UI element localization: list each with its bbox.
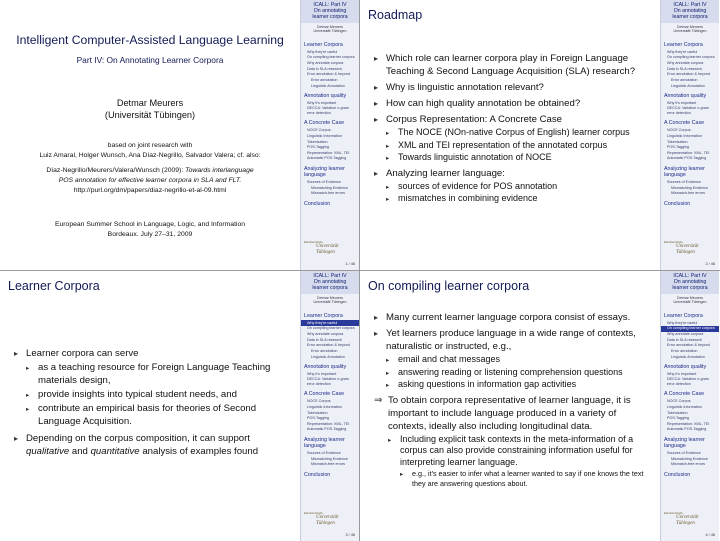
sidebar-author [661,23,719,38]
sidebar-subsection-link[interactable]: On compiling learner corpora [661,326,719,332]
sub-list-item: ▸ Including explicit task contexts in the meta-information of a corpus can also provide constraining information useful for interpreting learner language. ▸ e.g., it's easier to infer what a learner wanted to say if one knows the text they are answering questions about. [388,434,654,490]
slide-main [360,0,660,270]
sidebar-title [301,0,359,23]
sidebar-subsection-link[interactable]: Mismatching Evidence [671,185,708,190]
sidebar-section-link[interactable]: Conclusion [304,471,331,478]
sidebar-author-line: Universität Tübingen [313,29,347,34]
sidebar-subsection-link[interactable]: Linguistic Annotation [671,83,705,88]
sidebar-title [301,271,359,294]
logo-main-line: Universität [676,244,699,250]
slide-roadmap[interactable] [360,0,719,270]
sidebar-subsection-link[interactable]: Mismatch-free errors [671,462,706,467]
list-item: ▸ Depending on the corpus composition, it can support qualitative and quantitative analysis of examples found [14,432,290,458]
sidebar-subsection-link[interactable]: Sources of Evidence [667,451,701,456]
sidebar-author [661,294,719,309]
university-logo [304,241,356,257]
citation-title-part: Towards interlanguage [185,167,254,174]
slide-main [360,271,660,541]
citation-line-1 [4,167,296,174]
sidebar-subsection-link[interactable]: Error annotation & beyond [667,343,711,348]
sidebar-title-line: On annotating [313,8,347,15]
list-item: ▸ Many current learner language corpora consist of essays. [374,311,654,324]
sidebar-author-line: Universität Tübingen [673,29,707,34]
nav-sidebar [300,0,359,270]
sidebar-subsection-link[interactable]: Sources of Evidence [307,451,341,456]
sub-list-item: ▸ contribute an empirical basis for theories of Second Language Acquisition. [26,402,290,428]
logo-main-line: Universität [316,244,339,250]
sidebar-subsection-link[interactable]: Mismatching Evidence [311,185,348,190]
presentation-title: Intelligent Computer-Assisted Language Learning [16,33,284,47]
sidebar-section-link[interactable]: Conclusion [664,200,691,207]
sidebar-subsection-link[interactable]: NOCE Corpus [667,128,691,133]
sidebar-title-line: learner corpora [672,285,708,292]
logo-main-line: Tübingen [316,249,335,255]
sidebar-subsection-link[interactable]: NOCE Corpus [307,399,331,404]
slide-main [0,271,300,541]
sidebar-author-line: Universität Tübingen [313,300,347,305]
sidebar-subsection-link[interactable]: Representation: XML, TEI [667,421,710,426]
sub-list-item: ▸ as a teaching resource for Foreign Language Teaching materials design, [26,361,290,387]
sidebar-content [661,0,719,255]
event-name: European Summer School in Language, Logic, and Information [54,221,246,228]
logo-main-line: Tübingen [316,520,335,526]
sidebar-subsection-link[interactable]: Why it's important [307,100,337,105]
sidebar-subsection-link[interactable]: On compiling learner corpora [307,55,355,60]
sidebar-subsection-link[interactable]: Why they're useful [667,320,698,325]
sidebar-section-link[interactable]: Analyzing learner language [304,436,345,450]
page-number: 3 / 46 [345,533,355,537]
list-item: ▸ Which role can learner corpora play in Foreign Language Teaching & Second Language Acquisition (SLA) research? [374,52,654,78]
sidebar-section-link[interactable]: A Concrete Case [304,391,345,398]
sub-list-item: ▸ provide insights into typical student needs, and [26,388,290,401]
sidebar-subsection-link[interactable]: Linguistic Information [667,133,702,138]
logo-main-line: Universität [316,515,339,521]
implication-item: ⇒ To obtain corpora representative of learner language, it is important to include language produced in a variety of contexts, ideally also including longitudinal data. ▸ Including explicit task contexts in the meta-information of a corpus can also provide constraining information useful for interpreting learner language. ▸ e.g., it's easier to infer what a learner wanted to say if one knows the text they are answering questions about. [374,394,654,490]
sidebar-section-link[interactable]: A Concrete Case [664,391,705,398]
list-item: ▸ Yet learners produce language in a wide range of contexts, naturalistic or instructed, e.g., ▸ email and chat messages ▸ answering reading or listening comprehension questions ▸ asking questions in information gap activities [374,327,654,391]
sidebar-section-link[interactable]: A Concrete Case [304,120,345,127]
sidebar-title [661,271,719,294]
nav-sidebar [660,0,719,270]
sub-list-item: ▸ answering reading or listening comprehension questions [386,367,654,379]
sidebar-title-line: ICALL: Part IV [313,2,347,8]
sidebar-author [301,294,359,309]
sidebar-subsection-link[interactable]: Tokenization [667,410,688,415]
sidebar-author-line: Universität Tübingen [673,300,707,305]
sidebar-subsection-link[interactable]: Error annotation [671,77,698,82]
event-place-date: Bordeaux. July 27–31, 2009 [107,231,193,238]
frame-title: On compiling learner corpora [368,279,530,293]
logo-small-text: Eberhard Karls [304,511,323,515]
sidebar-section-link[interactable]: Learner Corpora [664,41,703,48]
sidebar-section-link[interactable]: Annotation quality [664,363,707,370]
slide-learner-corpora[interactable] [0,271,359,541]
presentation-subtitle: Part IV: On Annotating Learner Corpora [76,55,224,65]
citation-authors: Díaz-Negrillo/Meurers/Valera/Wunsch (2009): [46,167,184,174]
logo-small-text: Eberhard Karls [664,240,683,244]
sub-list-item: ▸ XML and TEI representation of the annotated corpus [386,140,654,152]
sidebar-author-line: Detmar Meurers [317,295,343,300]
sidebar-author [301,23,359,38]
frame-title: Learner Corpora [8,279,100,293]
sidebar-content [301,271,359,526]
sidebar-subsection-link[interactable]: Automatic POS-Tagging [667,156,707,161]
sidebar-section-link[interactable]: Analyzing learner language [664,436,705,450]
sidebar-title-line: learner corpora [312,285,348,292]
sidebar-subsection-link[interactable]: Representation: XML, TEI [307,150,350,155]
sidebar-subsection-link[interactable]: POS-Tagging [667,145,689,150]
sidebar-section-link[interactable]: Conclusion [664,471,691,478]
logo-main-line: Tübingen [676,520,695,526]
sidebar-title-line: learner corpora [312,14,348,21]
university-logo [304,512,356,528]
sidebar-title-line: ICALL: Part IV [313,273,347,279]
sidebar-subsection-link[interactable]: On compiling learner corpora [307,326,355,331]
sidebar-subsection-link[interactable]: Linguistic Annotation [311,354,345,359]
sidebar-subsection-link[interactable]: Automatic POS-Tagging [307,427,347,432]
frame-title: Roadmap [368,8,423,22]
sidebar-subsection-link[interactable]: POS-Tagging [307,416,329,421]
sidebar-section-link[interactable]: Conclusion [304,200,331,207]
sidebar-subsection-link[interactable]: Why annotate corpora [667,61,704,66]
sidebar-section-link[interactable]: Learner Corpora [304,312,343,319]
slide-compiling-corpora[interactable] [360,271,719,541]
page-number: 4 / 46 [705,533,715,537]
logo-main-line: Universität [676,515,699,521]
sidebar-subsection-link[interactable]: Error annotation [311,77,338,82]
sidebar-subsection-link[interactable]: Tokenization [667,139,688,144]
joint-research-line: based on joint research with [107,142,193,149]
sidebar-section-link[interactable]: Analyzing learner language [664,165,705,179]
sidebar-subsection-link[interactable]: Automatic POS-Tagging [307,156,347,161]
sidebar-title-line: On annotating [313,279,347,286]
list-item: ▸ Corpus Representation: A Concrete Case ▸ The NOCE (NOn-native Corpus of English) learner corpus ▸ XML and TEI representation of the annotated corpus ▸ Towards linguistic annotation of NOCE [374,113,654,164]
sidebar-subsection-link[interactable]: Why it's important [307,371,337,376]
sidebar-section-link[interactable]: A Concrete Case [664,120,705,127]
sidebar-subsection-link[interactable]: Representation: XML, TEI [667,150,710,155]
university-logo [664,512,716,528]
sidebar-section-link[interactable]: Learner Corpora [304,41,343,48]
sidebar-subsection-link[interactable]: Why annotate corpora [667,332,704,337]
slide-title[interactable] [0,0,359,270]
sidebar-subsection-link[interactable]: Mismatch-free errors [311,462,346,467]
logo-main-line: Tübingen [676,249,695,255]
sub-list-item: ▸ email and chat messages [386,354,654,366]
nav-sidebar [660,271,719,541]
sub-list-item: ▸ sources of evidence for POS annotation [386,181,654,193]
sidebar-title-line: On annotating [673,8,707,15]
content-list [374,311,654,492]
sidebar-subsection-link[interactable]: DECCA: Variation n-gram error detection [307,106,349,116]
sidebar-subsection-link[interactable]: Why they're useful [307,49,338,54]
list-item: ▸ How can high quality annotation be obtained? [374,97,654,110]
sidebar-subsection-link[interactable]: Linguistic Information [307,404,342,409]
author-name: Detmar Meurers [116,98,184,108]
sidebar-subsection-link[interactable]: DECCA: Variation n-gram error detection [667,106,709,116]
sidebar-title-line: On annotating [673,279,707,286]
content-list [14,347,290,461]
page-number: 1 / 46 [345,262,355,266]
sidebar-section-link[interactable]: Annotation quality [304,363,347,370]
sidebar-title-line: learner corpora [672,14,708,21]
sidebar-subsection-link[interactable]: Linguistic Information [307,133,342,138]
sidebar-subsection-link[interactable]: Why they're useful [667,49,698,54]
sidebar-subsection-link[interactable]: Data in SLA research [667,337,702,342]
sidebar-title-line: ICALL: Part IV [673,273,707,279]
sidebar-subsection-link[interactable]: NOCE Corpus [307,128,331,133]
collaborators-line: Luiz Amaral, Holger Wunsch, Ana Díaz-Negrillo, Salvador Valera; cf. also: [39,152,261,159]
citation-line-2: POS annotation for effective learner corpora in SLA and FLT. [58,177,242,184]
sidebar-title [661,0,719,23]
sidebar-subsection-link[interactable]: Sources of Evidence [307,180,341,185]
sidebar-section-link[interactable]: Annotation quality [664,92,707,99]
sidebar-subsection-link[interactable]: Data in SLA research [307,337,342,342]
sidebar-subsection-link[interactable]: Why annotate corpora [307,332,344,337]
sub-list-item: ▸ Towards linguistic annotation of NOCE [386,152,654,164]
sidebar-subsection-link[interactable]: Mismatching Evidence [671,456,708,461]
roadmap-list [374,52,654,208]
list-item: ▸ Learner corpora can serve ▸ as a teaching resource for Foreign Language Teaching materials design, ▸ provide insights into typical student needs, and ▸ contribute an empirical basis for theories of Second Language Acquisition. [14,347,290,428]
university-logo [664,241,716,257]
sidebar-subsection-link[interactable]: Tokenization [307,410,328,415]
sidebar-subsection-link[interactable]: Linguistic Annotation [671,354,705,359]
sidebar-subsection-link[interactable]: Sources of Evidence [667,180,701,185]
sidebar-subsection-link[interactable]: Error annotation [671,348,698,353]
sidebar-subsection-link[interactable]: POS-Tagging [307,145,329,150]
sub-list-item: ▸ mismatches in combining evidence [386,193,654,205]
sidebar-subsection-link[interactable]: DECCA: Variation n-gram error detection [307,377,349,387]
list-item: ▸ Why is linguistic annotation relevant? [374,81,654,94]
logo-small-text: Eberhard Karls [664,511,683,515]
sidebar-subsection-link[interactable]: Why it's important [667,371,697,376]
page-number: 2 / 46 [705,262,715,266]
sidebar-subsection-link[interactable]: Mismatch-free errors [311,191,346,196]
sidebar-subsection-link[interactable]: Mismatching Evidence [311,456,348,461]
sidebar-subsection-link[interactable]: POS-Tagging [667,416,689,421]
sub-list-item: ▸ The NOCE (NOn-native Corpus of English) learner corpus [386,127,654,139]
slide-main [0,0,300,270]
sidebar-subsection-link[interactable]: Automatic POS-Tagging [667,427,707,432]
nav-sidebar [300,271,359,541]
sidebar-subsection-link[interactable]: Why annotate corpora [307,61,344,66]
sidebar-subsection-link[interactable]: Error annotation [311,348,338,353]
sidebar-subsection-link[interactable]: Representation: XML, TEI [307,421,350,426]
sidebar-subsection-link[interactable]: Linguistic Information [667,404,702,409]
sub-list-item: ▸ asking questions in information gap activities [386,379,654,391]
sidebar-section-link[interactable]: Analyzing learner language [304,165,345,179]
sidebar-subsection-link[interactable]: Error annotation & beyond [307,72,351,77]
logo-small-text: Eberhard Karls [304,240,323,244]
sidebar-subsection-link[interactable]: Error annotation & beyond [667,72,711,77]
sidebar-author-line: Detmar Meurers [677,295,703,300]
sidebar-subsection-link[interactable]: Mismatch-free errors [671,191,706,196]
citation-url[interactable]: http://purl.org/dm/papers/diaz-negrillo-et-al-09.html [73,187,227,194]
sidebar-author-line: Detmar Meurers [677,24,703,29]
sidebar-subsection-link[interactable]: Why they're useful [301,320,359,326]
sidebar-section-link[interactable]: Annotation quality [304,92,347,99]
sidebar-subsection-link[interactable]: On compiling learner corpora [667,55,715,60]
sidebar-subsection-link[interactable]: Tokenization [307,139,328,144]
sidebar-title-line: ICALL: Part IV [673,2,707,8]
sub-sub-list-item: ▸ e.g., it's easier to infer what a learner wanted to say if one knows the text they are answering questions about. [400,469,654,489]
sidebar-subsection-link[interactable]: Error annotation & beyond [307,343,351,348]
sidebar-subsection-link[interactable]: Linguistic Annotation [311,83,345,88]
sidebar-subsection-link[interactable]: DECCA: Variation n-gram error detection [667,377,709,387]
sidebar-content [661,271,719,526]
sidebar-section-link[interactable]: Learner Corpora [664,312,703,319]
sidebar-subsection-link[interactable]: Data in SLA research [667,66,702,71]
sidebar-content [301,0,359,255]
list-item: ▸ Analyzing learner language: ▸ sources of evidence for POS annotation ▸ mismatches in combining evidence [374,167,654,205]
sidebar-author-line: Detmar Meurers [317,24,343,29]
sidebar-subsection-link[interactable]: Why it's important [667,100,697,105]
sidebar-subsection-link[interactable]: NOCE Corpus [667,399,691,404]
sidebar-subsection-link[interactable]: Data in SLA research [307,66,342,71]
author-affiliation: (Universität Tübingen) [104,110,196,120]
